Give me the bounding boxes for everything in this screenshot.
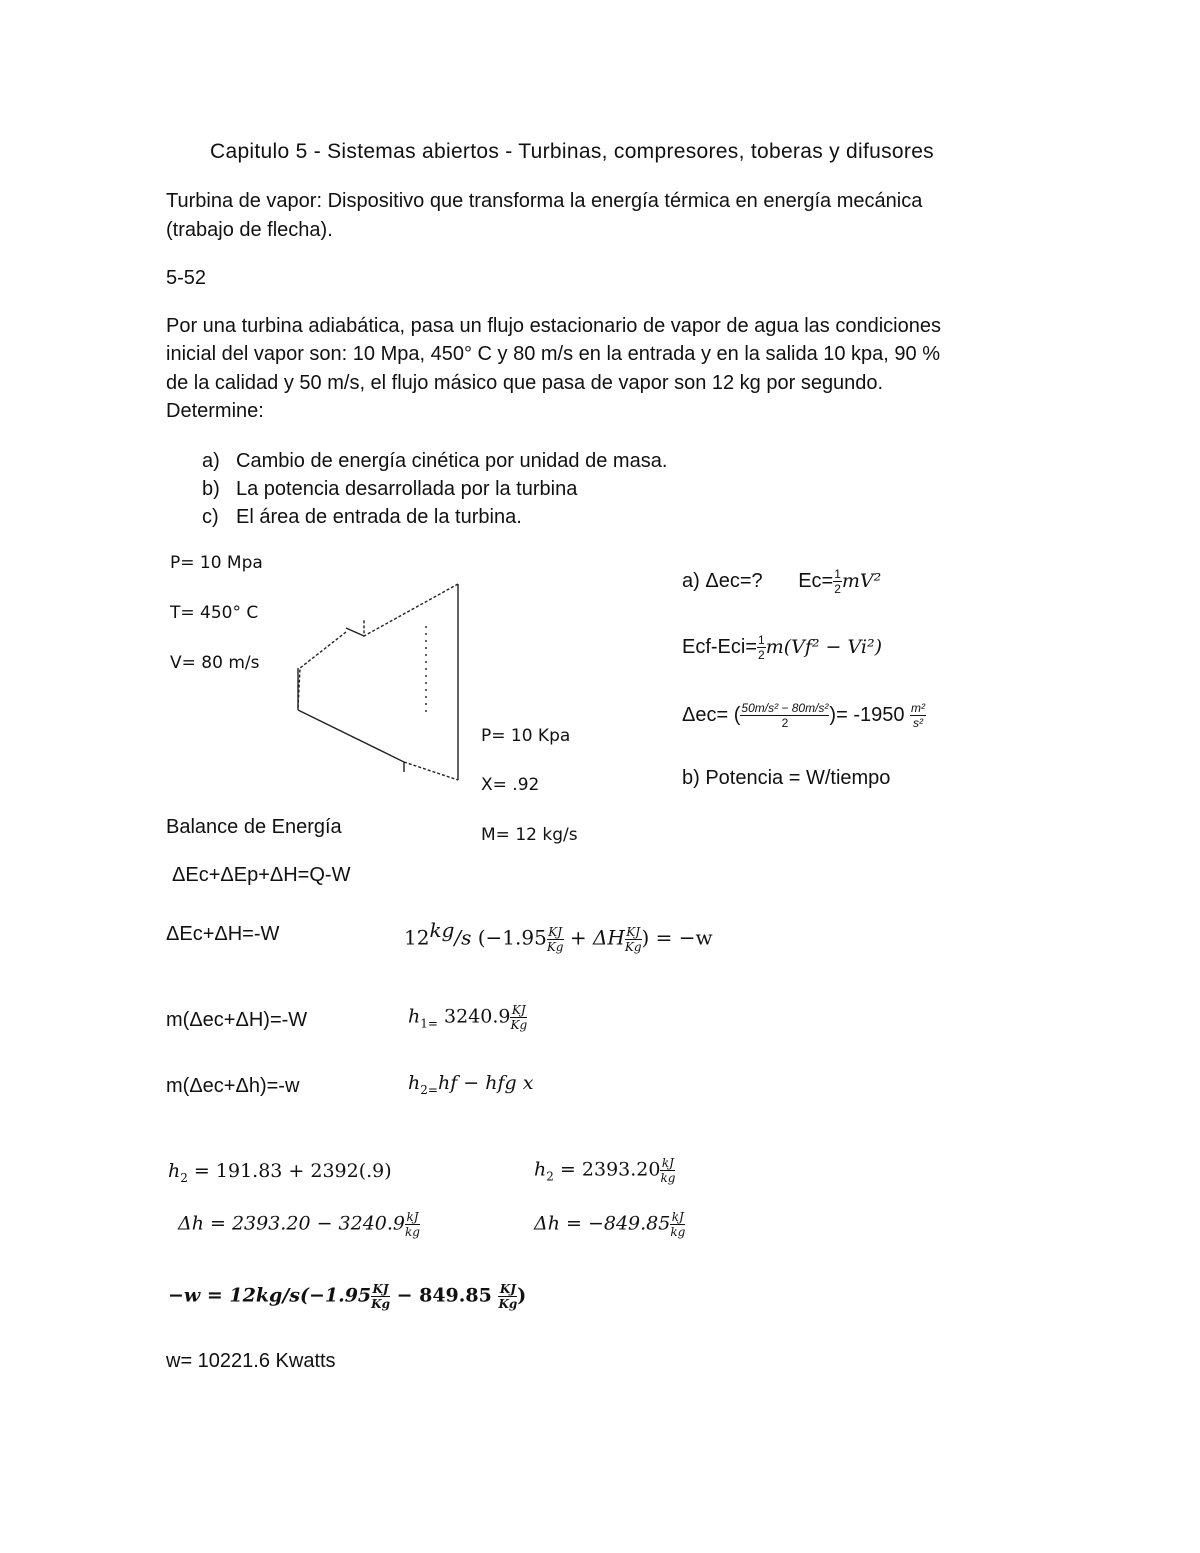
page-title: Capitulo 5 - Sistemas abiertos - Turbinas, compresores, toberas y difusores: [210, 140, 934, 163]
list-item: b) La potencia desarrollada por la turbina: [202, 478, 578, 500]
kj-kg-fraction: $\frac{KJ}{Kg}$: [498, 1282, 518, 1311]
inlet-temperature: T= 450° C: [170, 603, 259, 623]
work-equation: −w = 12kg/s(−1.95 $\frac{KJ}{Kg}$ − 849.85 $\frac{KJ}{Kg}$ ): [168, 1282, 527, 1311]
part-a-question: a) Δec=? Ec= $\frac{1}{2}$ mV²: [682, 567, 882, 597]
intro-line-1: Turbina de vapor: Dispositivo que transforma la energía térmica en energía mecánica: [166, 190, 923, 212]
outlet-quality: X= .92: [481, 775, 540, 795]
part-a-result: Δec= ( $\frac{\text{50m/s² − 80m/s²}}{2}$ )= -1950 $\frac{\text{m²}}{\text{s²}}$: [682, 701, 926, 731]
problem-line-2: inicial del vapor son: 10 Mpa, 450° C y 80 m/s en la entrada y en la salida 10 kpa, 90 %: [166, 343, 941, 365]
balance-eq-4: m(Δec+Δh)=-w: [166, 1075, 300, 1097]
h1-equation: $h_{1=}$ 3240.9 $\frac{KJ}{Kg}$: [408, 1003, 528, 1032]
kj-kg-fraction: $\frac{KJ}{Kg}$: [546, 924, 564, 954]
delta-h-result: Δh = −849.85 $\frac{kJ}{kg}$: [534, 1210, 686, 1239]
final-result: w= 10221.6 Kwatts: [166, 1350, 336, 1372]
outlet-pressure: P= 10 Kpa: [481, 726, 571, 746]
problem-number: 5-52: [166, 267, 207, 289]
h2-definition: $h_{2=}hf$ − hfg x: [408, 1072, 534, 1097]
turbine-inlet-stub: [346, 628, 364, 636]
balance-eq-3: m(Δec+ΔH)=-W: [166, 1009, 308, 1031]
inlet-velocity: V= 80 m/s: [170, 653, 260, 673]
kj-kg-fraction: $\frac{KJ}{Kg}$: [624, 924, 642, 954]
kj-kg-fraction: $\frac{KJ}{Kg}$: [371, 1282, 390, 1311]
half-fraction: $\frac{1}{2}$: [834, 567, 841, 597]
problem-line-1: Por una turbina adiabática, pasa un flujo estacionario de vapor de agua las condiciones: [166, 315, 941, 337]
half-fraction: $\frac{1}{2}$: [758, 633, 765, 663]
problem-line-4: Determine:: [166, 400, 264, 422]
kj-kg-fraction: $\frac{KJ}{Kg}$: [510, 1003, 528, 1032]
delta-h-substitution: Δh = 2393.20 − 3240.9 $\frac{kJ}{kg}$: [178, 1210, 420, 1239]
unit-fraction: $\frac{\text{m²}}{\text{s²}}$: [911, 701, 926, 731]
h2-substitution: $h_2 = 191.83 + 2392(.9)$: [168, 1160, 392, 1185]
kj-kg-fraction: $\frac{kJ}{kg}$: [670, 1210, 686, 1239]
energy-equation: $12^{kg}/s$ (−1.95 $\frac{KJ}{Kg}$ + ΔH $\frac{KJ}{Kg}$ ) = −w: [404, 918, 713, 954]
turbine-diagram: [280, 570, 480, 810]
balance-title: Balance de Energía: [166, 816, 342, 838]
turbine-inlet-edge: [298, 632, 346, 708]
part-a-difference: Ecf-Eci= $\frac{1}{2}$ m(Vf² − Vi²): [682, 633, 883, 663]
problem-line-3: de la calidad y 50 m/s, el flujo másico que pasa de vapor son 12 kg por segundo.: [166, 372, 884, 394]
turbine-outlet-edge: [404, 762, 458, 780]
part-b-label: b) Potencia = W/tiempo: [682, 767, 891, 789]
balance-eq-2: ΔEc+ΔH=-W: [166, 923, 280, 945]
list-item: c) El área de entrada de la turbina.: [202, 506, 522, 528]
turbine-bottom-outline: [298, 710, 404, 772]
kj-kg-fraction: $\frac{kJ}{kg}$: [660, 1156, 676, 1185]
balance-eq-1: ΔEc+ΔEp+ΔH=Q-W: [172, 864, 351, 886]
question-list: [202, 447, 667, 531]
outlet-mass-flow: M= 12 kg/s: [481, 825, 578, 845]
h2-result: $h_2 = 2393.20$ $\frac{kJ}{kg}$: [534, 1156, 676, 1185]
delta-fraction: $\frac{\text{50m/s² − 80m/s²}}{2}$: [741, 701, 829, 731]
intro-line-2: (trabajo de flecha).: [166, 219, 333, 241]
inlet-pressure: P= 10 Mpa: [170, 553, 263, 573]
list-item: a) Cambio de energía cinética por unidad de masa.: [202, 450, 668, 472]
kj-kg-fraction: $\frac{kJ}{kg}$: [405, 1210, 420, 1239]
turbine-top-outline: [364, 584, 458, 636]
